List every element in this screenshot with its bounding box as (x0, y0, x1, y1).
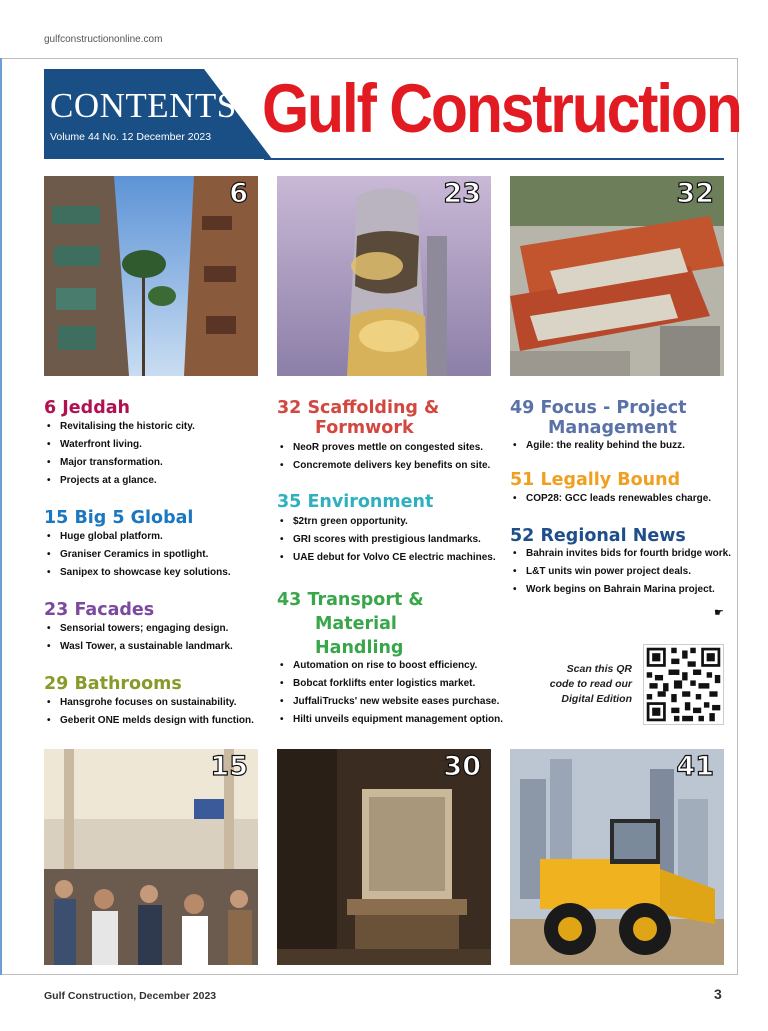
qr-caption-line3: Digital Edition (561, 693, 632, 705)
page-number-badge: 6 (229, 178, 248, 209)
big5-exhibition-crowd-photo[interactable] (44, 749, 258, 965)
footer-page-number: 3 (714, 986, 722, 1002)
volume-issue-line: Volume 44 No. 12 December 2023 (50, 131, 212, 143)
section-page-number: 51 (510, 470, 535, 490)
section-title: Legally Bound (540, 470, 681, 490)
page-number-badge: 32 (676, 178, 714, 209)
section-focus-heading[interactable] (510, 398, 687, 438)
section-jeddah-heading[interactable] (44, 398, 130, 418)
qr-caption (540, 662, 632, 707)
section-environment-heading[interactable] (277, 492, 433, 512)
section-legally-bound-heading[interactable] (510, 470, 680, 490)
list-item: • $2trn green opportunity. (277, 513, 496, 531)
section-title: Environment (307, 492, 434, 512)
section-title-line1: Focus - Project (540, 398, 687, 418)
list-item: • Bobcat forklifts enter logistics market. (277, 675, 503, 693)
focus-items (510, 437, 685, 455)
qr-code-icon[interactable] (643, 644, 724, 725)
qr-caption-line1: Scan this QR (566, 663, 632, 675)
section-bathrooms-heading[interactable] (44, 674, 182, 694)
jeddah-items (44, 418, 195, 490)
big5-items (44, 528, 231, 582)
section-title: Jeddah (62, 398, 130, 418)
list-item: • Work begins on Bahrain Marina project. (510, 581, 731, 599)
sensorial-tower-render-photo[interactable] (277, 176, 491, 376)
page-number-badge: 41 (676, 751, 714, 782)
section-title-line3: Handling (315, 638, 404, 658)
section-scaffolding-heading[interactable] (277, 398, 439, 438)
section-title-line2: Material (315, 614, 397, 634)
section-title: Big 5 Global (74, 508, 194, 528)
list-item: • NeoR proves mettle on congested sites. (277, 439, 490, 457)
legally-bound-items (510, 490, 711, 508)
list-item: • Major transformation. (44, 454, 195, 472)
section-title-line2: Management (548, 418, 677, 438)
section-page-number: 29 (44, 674, 69, 694)
masthead-logo: Gulf Construction (262, 70, 741, 147)
contents-title: CONTENTS (50, 86, 237, 125)
scaffolding-items (277, 439, 490, 475)
list-item: • Revitalising the historic city. (44, 418, 195, 436)
list-item: • UAE debut for Volvo CE electric machines. (277, 549, 496, 567)
scaffolding-formwork-site-photo[interactable] (510, 176, 724, 376)
list-item: • COP28: GCC leads renewables charge. (510, 490, 711, 508)
list-item: • Bahrain invites bids for fourth bridge work. (510, 545, 731, 563)
list-item: • Wasl Tower, a sustainable landmark. (44, 638, 233, 656)
pointing-hand-icon: ☛ (714, 607, 724, 619)
section-title-line2: Formwork (315, 418, 414, 438)
list-item: • Agile: the reality behind the buzz. (510, 437, 685, 455)
section-title: Facades (74, 600, 155, 620)
section-title: Regional News (540, 526, 686, 546)
jeddah-historic-buildings-photo[interactable] (44, 176, 258, 376)
section-page-number: 23 (44, 600, 69, 620)
list-item: • Projects at a glance. (44, 472, 195, 490)
masthead-rule (264, 158, 724, 160)
bathrooms-items (44, 694, 254, 730)
list-item: • GRI scores with prestigious landmarks. (277, 531, 496, 549)
wheel-loader-city-photo[interactable] (510, 749, 724, 965)
list-item: • Graniser Ceramics in spotlight. (44, 546, 231, 564)
list-item: • Automation on rise to boost efficiency. (277, 657, 503, 675)
section-title-line1: Transport & (307, 590, 424, 610)
page-number-badge: 30 (443, 751, 481, 782)
list-item: • Waterfront living. (44, 436, 195, 454)
section-title: Bathrooms (74, 674, 182, 694)
list-item: • Huge global platform. (44, 528, 231, 546)
section-page-number: 43 (277, 590, 302, 610)
section-facades-heading[interactable] (44, 600, 154, 620)
section-title-line1: Scaffolding & (307, 398, 440, 418)
section-page-number: 52 (510, 526, 535, 546)
footer-publication: Gulf Construction, December 2023 (44, 990, 217, 1002)
page-number-badge: 23 (443, 178, 481, 209)
section-page-number: 35 (277, 492, 302, 512)
site-url[interactable]: gulfconstructiononline.com (44, 34, 163, 45)
section-page-number: 49 (510, 398, 535, 418)
facades-items (44, 620, 233, 656)
bathroom-interior-photo[interactable] (277, 749, 491, 965)
left-edge-bar (0, 58, 2, 975)
list-item: • Hansgrohe focuses on sustainability. (44, 694, 254, 712)
section-page-number: 6 (44, 398, 57, 418)
environment-items (277, 513, 496, 567)
section-transport-heading[interactable] (277, 588, 424, 660)
transport-items (277, 657, 503, 729)
list-item: • Sanipex to showcase key solutions. (44, 564, 231, 582)
section-page-number: 15 (44, 508, 69, 528)
section-regional-news-heading[interactable] (510, 526, 686, 546)
section-big5-heading[interactable] (44, 508, 193, 528)
list-item: • JuffaliTrucks' new website eases purchase. (277, 693, 503, 711)
list-item: • Concremote delivers key benefits on site. (277, 457, 490, 475)
qr-caption-line2: code to read our (549, 678, 632, 690)
page-number-badge: 15 (210, 751, 248, 782)
list-item: • Geberit ONE melds design with function. (44, 712, 254, 730)
section-page-number: 32 (277, 398, 302, 418)
list-item: • L&T units win power project deals. (510, 563, 731, 581)
list-item: • Sensorial towers; engaging design. (44, 620, 233, 638)
regional-news-items (510, 545, 731, 599)
list-item: • Hilti unveils equipment management option. (277, 711, 503, 729)
